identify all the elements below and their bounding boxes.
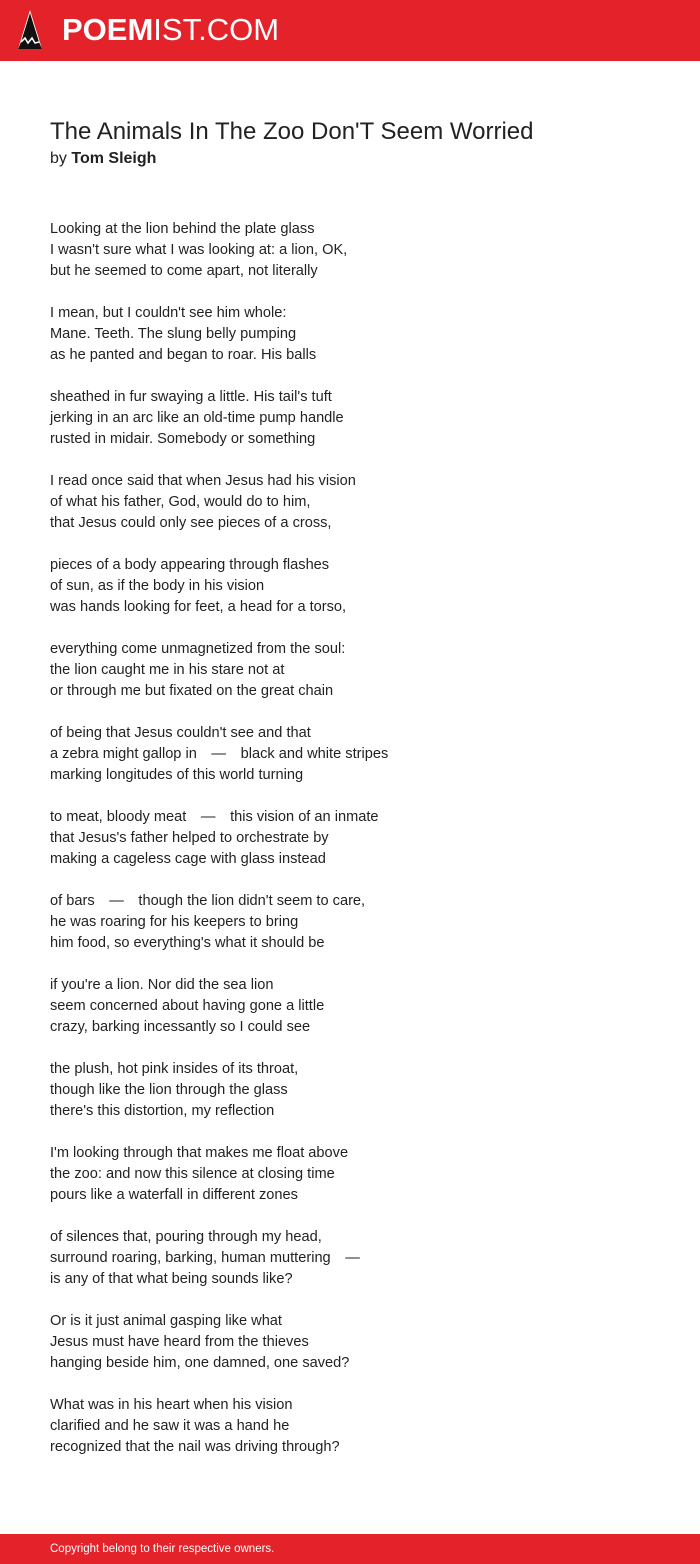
copyright-text: Copyright belong to their respective owners. [50,1543,275,1555]
poem-line: the plush, hot pink insides of its throat, [50,1061,299,1077]
logo-bold-text: POEM [62,12,154,47]
poem-line: recognized that the nail was driving through? [50,1439,340,1455]
poem-line: but he seemed to come apart, not literally [50,263,318,279]
poem-line: sheathed in fur swaying a little. His tail's tuft [50,389,332,405]
poem-line: Or is it just animal gasping like what [50,1313,282,1329]
poem-line: I'm looking through that makes me float above [50,1145,349,1161]
stanza [50,975,650,1038]
poem-line: the lion caught me in his stare not at [50,662,285,678]
poem-line: I read once said that when Jesus had his vision [50,473,356,489]
stanza [50,1143,650,1206]
poem-line: pours like a waterfall in different zones [50,1187,298,1203]
poem-line: everything come unmagnetized from the soul: [50,641,346,657]
pencil-tip-icon[interactable] [17,9,43,51]
poem-line: that Jesus's father helped to orchestrate by [50,830,329,846]
stanza [50,1227,650,1290]
stanza [50,1059,650,1122]
poem-line: jerking in an arc like an old-time pump handle [50,410,344,426]
poem-line: him food, so everything's what it should be [50,935,325,951]
poem-line: Mane. Teeth. The slung belly pumping [50,326,297,342]
poem-line: pieces of a body appearing through flashes [50,557,330,573]
poem-line: seem concerned about having gone a little [50,998,325,1014]
poem-line: as he panted and began to roar. His balls [50,347,317,363]
poem-line: of what his father, God, would do to him, [50,494,311,510]
by-label: by [50,150,67,167]
poem-line: that Jesus could only see pieces of a cross, [50,515,332,531]
stanza [50,1395,650,1458]
poem-line: marking longitudes of this world turning [50,767,304,783]
poem-line: rusted in midair. Somebody or something [50,431,316,447]
poem-line: or through me but fixated on the great chain [50,683,334,699]
site-footer [0,1534,700,1564]
author-name[interactable]: Tom Sleigh [71,150,157,167]
poem-line: is any of that what being sounds like? [50,1271,293,1287]
poem-line: the zoo: and now this silence at closing time [50,1166,335,1182]
poem-line: making a cageless cage with glass instead [50,851,326,867]
stanza [50,1311,650,1374]
poem-body [50,219,650,1479]
poem-line: of silences that, pouring through my head, [50,1229,322,1245]
byline [50,148,156,170]
stanza [50,891,650,954]
poem-line: of bars — though the lion didn't seem to care, [50,893,366,909]
stanza [50,219,650,282]
poem-line: What was in his heart when his vision [50,1397,293,1413]
stanza [50,303,650,366]
poem-line: he was roaring for his keepers to bring [50,914,299,930]
logo-light-text: IST.COM [153,12,280,47]
poem-line: of being that Jesus couldn't see and that [50,725,311,741]
poem-line: though like the lion through the glass [50,1082,288,1098]
poem-line: I wasn't sure what I was looking at: a lion, OK, [50,242,348,258]
poem-line: Looking at the lion behind the plate glass [50,221,315,237]
poem-line: crazy, barking incessantly so I could see [50,1019,311,1035]
poem-line: surround roaring, barking, human muttering — [50,1250,375,1266]
poem-line: I mean, but I couldn't see him whole: [50,305,287,321]
poem-line: clarified and he saw it was a hand he [50,1418,290,1434]
poem-line: Jesus must have heard from the thieves [50,1334,309,1350]
stanza [50,723,650,786]
site-header [0,0,700,61]
stanza [50,471,650,534]
stanza [50,555,650,618]
stanza [50,639,650,702]
poem-title: The Animals In The Zoo Don'T Seem Worried [50,118,534,145]
poem-line: if you're a lion. Nor did the sea lion [50,977,274,993]
poem-line: there's this distortion, my reflection [50,1103,275,1119]
stanza [50,807,650,870]
poem-line: was hands looking for feet, a head for a torso, [50,599,347,615]
site-logo[interactable] [62,10,279,50]
poem-line: hanging beside him, one damned, one saved? [50,1355,350,1371]
poem-line: to meat, bloody meat — this vision of an inmate [50,809,379,825]
poem-line: of sun, as if the body in his vision [50,578,265,594]
stanza [50,387,650,450]
poem-line: a zebra might gallop in — black and white stripes [50,746,389,762]
